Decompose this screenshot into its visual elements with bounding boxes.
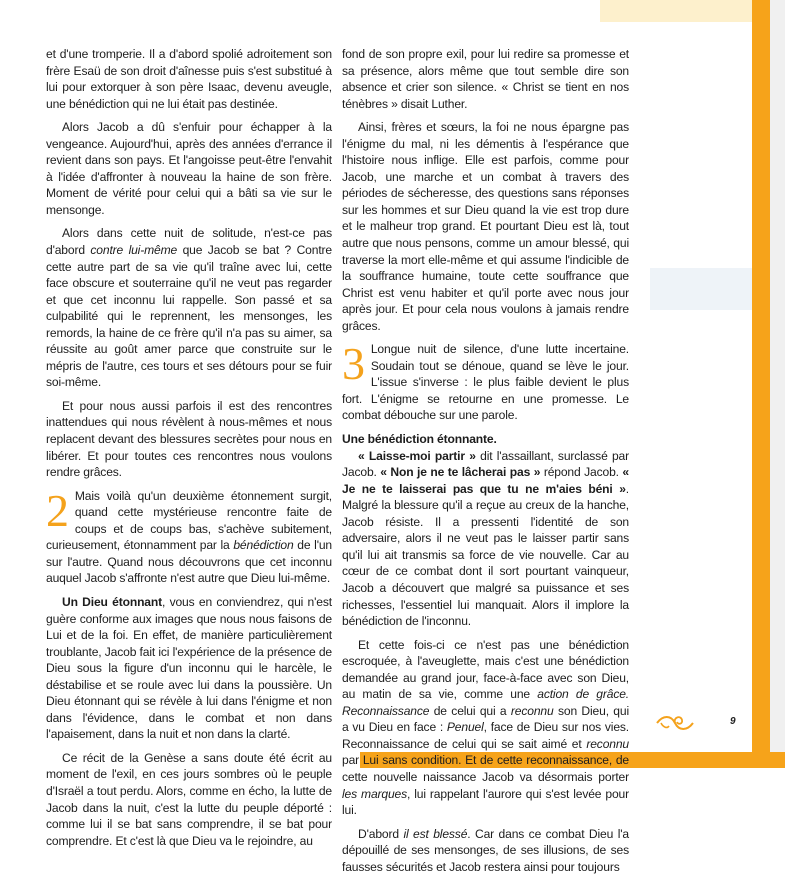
text: par Lui sans condition. Et de cette reconnaissance, de cette nouvelle naissance Jacob va désormais porter [342, 753, 629, 784]
paragraph: Alors Jacob a dû s'enfuir pour échapper à la vengeance. Aujourd'hui, après des années d'errance il revient dans son pays. Et l'angoisse peut-être l'envahit à l'idée d'affronter à nouveau la haine de son frère. Moment de vérité pour celui qui a bâti sa vie sur le mensonge. [46, 120, 332, 217]
paragraph [342, 338, 629, 424]
emphasis: reconnu [510, 703, 554, 718]
text: , face de Dieu sur nos vies. Reconnaissance de celui qui se sait aimé et [342, 720, 630, 751]
right-column [342, 46, 629, 882]
text: Mais voilà qu'un deuxième étonnement surgit, quand cette mystérieuse rencontre faite de coups et de coups bas, s'achève subitement, curieusement, étonnamment par la [46, 488, 332, 553]
text: , lui rappelant l'aurore qui s'est levée pour lui. [342, 786, 629, 818]
paragraph: Et pour nous aussi parfois il est des rencontres inattendues qui nous révèlent à nous-mêmes et nous replacent devant des blessures secrètes pour nous en libérer. Et pour toutes ces rencontres nous voulons rendre grâces. [46, 398, 332, 480]
paragraph: fond de son propre exil, pour lui redire sa promesse et sa présence, alors même que tout semble dire son absence et crier son silence. « Christ se tient en nos ténèbres » disait Luther. [342, 47, 629, 111]
text: répond Jacob. [540, 465, 623, 480]
text: , vous en conviendrez, qui n'est guère conforme aux images que nous nous faisons de Lui et de la foi. En effet, de manière particulièrement troublante, Jacob fait ici l'expérience de la présence de Dieu sous la figure d'un inconnu qui le harcèle, le déstabilise et se roule avec lui dans la poussière. Un Dieu étonnant qui se révèle à lui dans l'énigme et non dans l'évidence, dans le combat et non dans l'apaisement, dans la nuit et non dans la clarté. [46, 594, 332, 742]
emphasis: bénédiction [233, 538, 294, 553]
paragraph: Ce récit de la Genèse a sans doute été écrit au moment de l'exil, en ces jours sombres où le peuple d'Israël a tout perdu. Alors, comme en écho, la lutte de Jacob dans la nuit, c'est la lutte du peuple déporté : comme lui il se bat sans comprendre, il se bat pour comprendre. Et c'est là que Dieu va le rejoindre, au [46, 750, 332, 848]
text: que Jacob se bat ? Contre cette autre part de sa vie qu'il traîne avec lui, cette face obscure et souterraine qu'il ne veut pas regarder et que cet inconnu lui rappelle. Son passé et sa culpabilité qui le reprennent, les mensonges, les remords, la haine de ce frère qu'il n'a pas su aimer, sa réussite au goût amer parce que construite sur le mépris de l'autre, ces tours et ses détours pour se fuir soi-même. [46, 243, 332, 390]
text: dit l'assaillant, surclassé par Jacob. [342, 448, 629, 480]
emphasis: reconnu [586, 736, 629, 751]
text: . Malgré la blessure qu'il a reçue au creux de la hanche, Jacob résiste. Il a pressenti l'identité de son adversaire, alors il ne veut pas le laisser partir sans qu'il lui ait transmis sa force de vie nouvelle. Car au cœur de ce combat dont il sort pourtant vainqueur, Jacob a découvert que malgré sa puissance et ses richesses, l'essentiel lui manquait. Alors il implore la bénédiction de l'inconnu. [342, 481, 629, 629]
quote: « Non je ne te lâcherai pas » [380, 465, 541, 480]
emphasis: contre lui-même [90, 243, 178, 258]
background-panel [650, 268, 752, 310]
emphasis: action de grâce. Reconnaissance [342, 687, 629, 718]
text: son Dieu, qui a vu Dieu en face : [342, 703, 629, 735]
quote: « Je ne te laisserai pas que tu ne m'aies béni » [342, 465, 629, 496]
paragraph [342, 637, 629, 819]
emphasis: Penuel [446, 720, 484, 735]
paragraph: et d'une tromperie. Il a d'abord spolié adroitement son frère Esaü de son droit d'aînesse puis s'est substitué à lui pour extorquer à son père Isaac, devenu aveugle, une bénédiction qui ne lui était pas destinée. [46, 47, 332, 111]
page-number: 9 [730, 716, 736, 727]
text: Alors dans cette nuit de solitude, n'est-ce pas d'abord [46, 226, 332, 258]
paragraph [46, 484, 333, 587]
text: . Car dans ce combat Dieu l'a dépouillé de ses mensonges, de ses illusions, de ses fausses sécurités et Jacob restera ainsi pour toujours [342, 826, 629, 874]
emphasis: il est blessé [403, 826, 468, 841]
section-number-3: 3 [342, 338, 365, 390]
inline-heading: Un Dieu étonnant [62, 594, 162, 609]
text: de l'un sur l'autre. Quand nous découvrons que cet inconnu auquel Jacob s'affronte n'est autre que Dieu lui-même. [46, 538, 333, 586]
paragraph [46, 594, 332, 743]
text: de celui qui a [429, 703, 511, 718]
left-column [46, 46, 332, 856]
paragraph: Ainsi, frères et sœurs, la foi ne nous épargne pas l'énigme du mal, ni les démentis à l'espérance que l'histoire nous inflige. Elle est parfois, comme pour Jacob, une marche et un combat à travers des périodes de sécheresse, des questions sans réponses sur les hommes et sur Dieu quand la vie est trop dure et le malheur trop grand. Et pourtant Dieu est là, tout autre que nous pensons, comme un amour blessé, qui traverse la mort elle-même et qui assume l'indicible de la souffrance humaine, toute cette souffrance que Christ est venu habiter et qu'il porte avec nous jour après jour. Et pour cela nous voulons à jamais rendre grâces. [342, 120, 629, 333]
section-subheading: Une bénédiction étonnante. [342, 432, 497, 447]
paragraph [46, 225, 332, 390]
quote: « Laisse-moi partir » [358, 448, 476, 463]
text: Longue nuit de silence, d'une lutte incertaine. Soudain tout se dénoue, quand se lève le jour. L'issue s'inverse : le plus faible devient le plus fort. L'énigme se retourne en une promesse. Le combat débouche sur une parole. [342, 342, 629, 423]
text: Et cette fois-ci ce n'est pas une bénédiction escroquée, à l'aveuglette, mais c'est une bénédiction demandée au grand jour, face-à-face avec son Dieu, au matin de sa vie, comme une [342, 637, 629, 702]
paragraph [342, 826, 629, 876]
section-number-2: 2 [46, 484, 69, 536]
text: D'abord [358, 826, 404, 841]
swirl-ornament-icon [655, 711, 695, 735]
top-accent-band [600, 0, 760, 22]
emphasis: les marques [342, 786, 408, 801]
paragraph [342, 448, 629, 630]
page-edge [770, 0, 785, 768]
